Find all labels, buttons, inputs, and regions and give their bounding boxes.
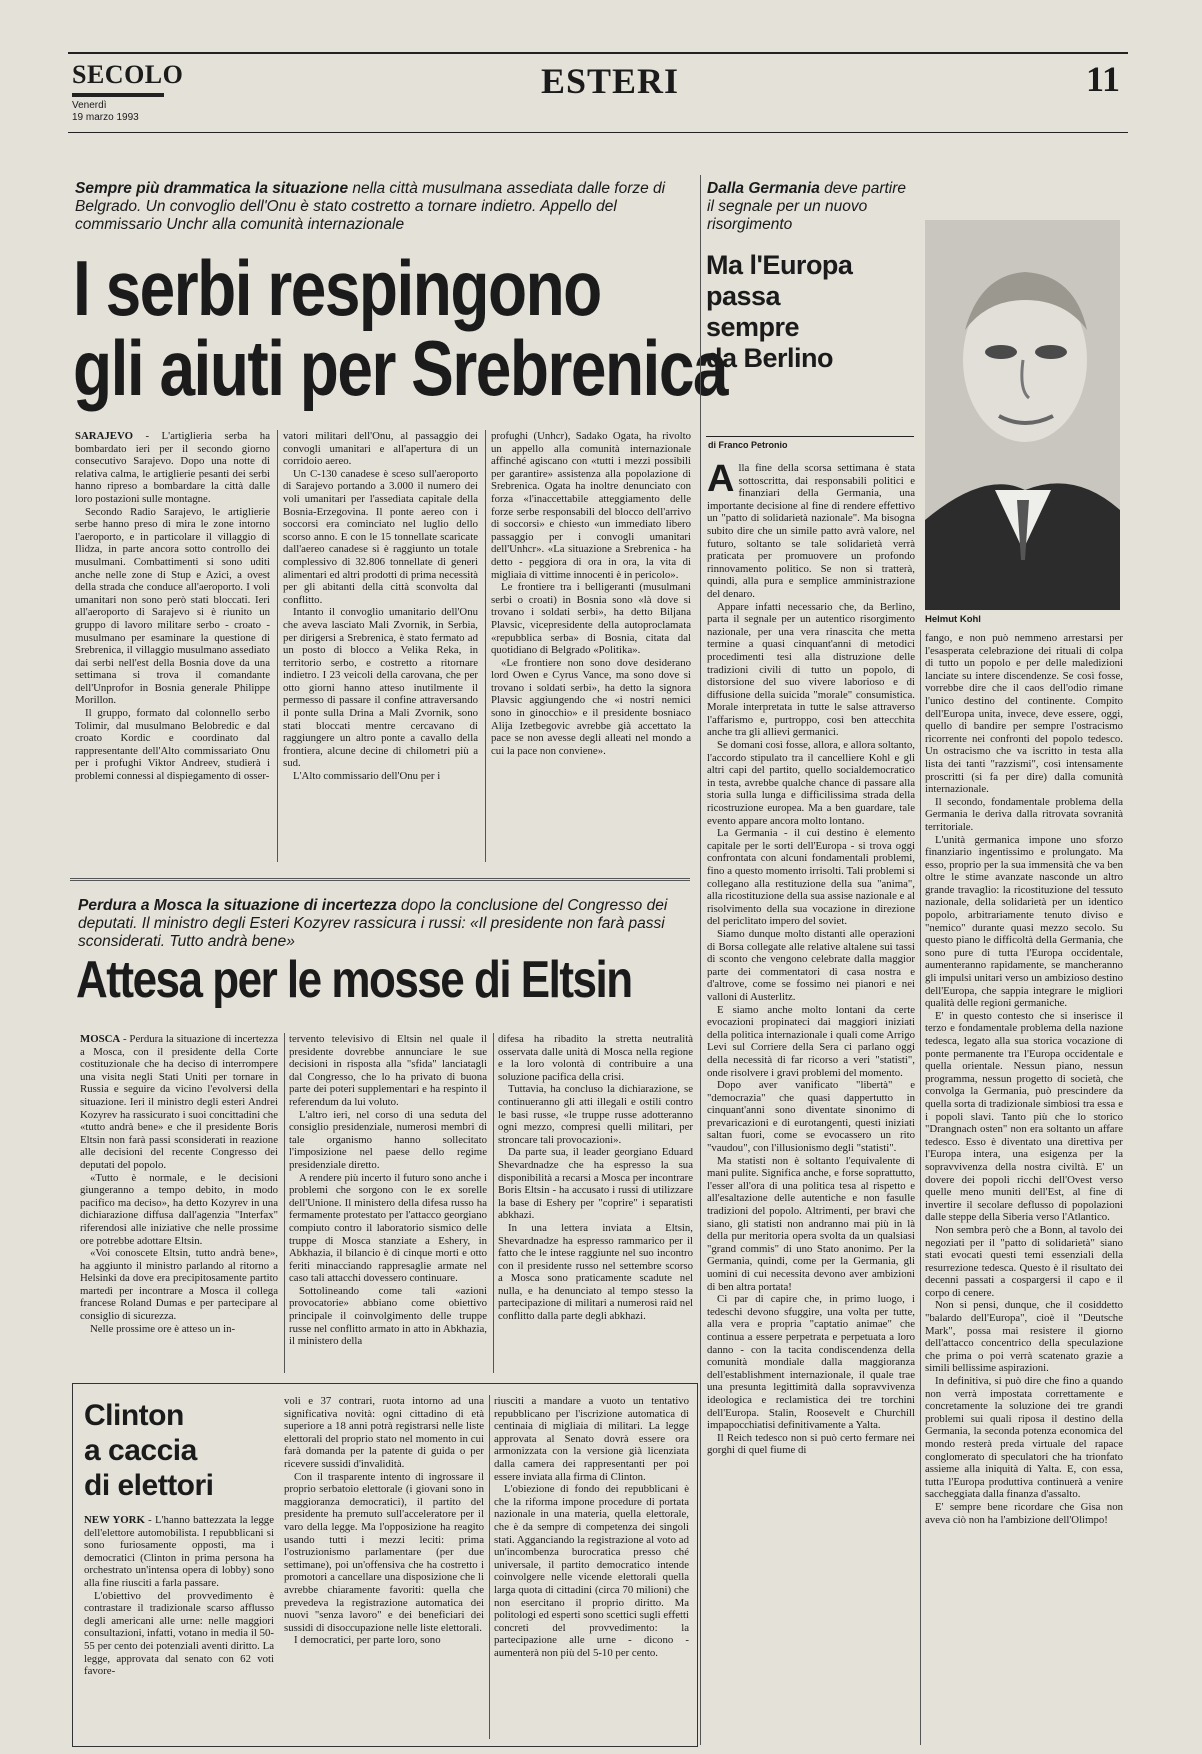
europa-paragraph: Non si pensi, dunque, che il cosiddetto "balardo dell'Europa", cioè il "Deutsche Mark", possa mai resistere il giorno dell'attacco concentrico della speculazione che prima o poi verrà scatenato grazie a simili bellissime aspirazioni. (925, 1299, 1123, 1375)
clinton-column-2 (284, 1395, 484, 1742)
europa-paragraph: Ci par di capire che, in primo luogo, i tedeschi devono sfuggire, una volta per tutte, alla vera e propria "captatio animae" che continua a essere perpetrata e perpetuata a loro danno - con la tacita condiscendenza della comunità mondiale dalla maggioranza dell'establishment internazionale, il quale trae una presunta legittimità dalla sopravvivenza ideologica e reclamistica dei tre torchini dell'Europa. Stalin, Roosevelt e Churchill impapocchiatisi definitivamente a Yalta. (707, 1293, 915, 1432)
europa-headline-line: Ma l'Europa (706, 250, 853, 280)
clinton-paragraph: Con il trasparente intento di ingrossare il proprio serbatoio elettorale (i giovani sono in maggioranza democratici), il partito del presidente ha premuto sull'acceleratore per il varo della legge. Ma l'opposizione ha reagito usando tutti i mezzi leciti: prima l'ostruzionismo parlamentare (per due settimane), poi un'offensiva che ha costretto i promotori a cancellare una disposizione che li avrebbe chiaramente favoriti: quella che prevedeva la registrazione automatica dei nuovi "senza lavoro" e dei beneficiari dei sussidi di disoccupazione nelle liste elettorali. (284, 1470, 484, 1634)
eltsin-paragraph: L'altro ieri, nel corso di una seduta del consiglio presidenziale, numerosi membri di tale organismo hanno sollecitato l'imposizione nel paese dello regime presidenziale diretto. (289, 1108, 487, 1171)
europa-paragraph: Ma statisti non è soltanto l'equivalente di mani pulite. Significa anche, e forse soprattutto, l'esser all'ora di una politica tesa al rispetto e all'esaltazione delle autentiche e non fasulle tradizioni del popolo. Altrimenti, per bravi che siano, gli statisti non andranno mai più in là della pur meritoria opera svolta da un qualsiasi "grand commis" di uno Stato anonimo. Per la Germania, quindi, come per la Germania, gli uomini di cui necessita devono aver ambizioni di ben altra portata! (707, 1154, 915, 1293)
clinton-paragraph: I democratici, per parte loro, sono (294, 1634, 441, 1647)
eltsin-dateline: MOSCA (80, 1033, 121, 1045)
srebrenica-column-1 (75, 430, 270, 870)
europa-headline-line: passa (706, 281, 781, 311)
srebrenica-paragraph: «Le frontiere non sono dove desiderano lord Owen e Cyrus Vance, ma sono dove si trovano i soldati serbi», ha detto la signora Plavsic aggiungendo che «i nostri nemici sono in ginocchio» e il presidente bosniaco Alija Izetbegovic avrebbe già accettato la pace se non avesse degli alleati nel mondo a cui la pace non conviene». (491, 656, 691, 757)
europa-paragraph: E' in questo contesto che si inserisce il terzo e fondamentale problema della nazione tedesca, legato alla sua storica vocazione di ponte permanente tra l'Europa occidentale e quella orientale. Nessun piano, nessun programma, nessun progetto di società, che convolga la Germania, può prescindere da quella sorta di tradizionale simbiosi tra essa e i popoli slavi. Tanto più che lo storico "Drangnach osten" non era soltanto un affare tedesco. Esso è diventato una direttiva per l'Europa intera, una esigenza per la sopravvivenza della nostra civiltà. E' un dovere dei popoli ricchi dell'Ovest verso quelle meno muniti dell'Est, al fine di invertire il secolare deflusso di popolazioni dalle steppe della Siberia verso l'Atlantico. (925, 1009, 1123, 1224)
europa-deck-lead: Dalla Germania (707, 180, 820, 197)
europa-paragraph: E siamo anche molto lontani da certe evocazioni propinateci dai maggiori iniziati della politica internazionale i quali come Arrigo Levi sul Corriere della Sera ci parlano oggi della necessità di far ricorso a veri "statisti", onde risolvere i gravi problemi del momento. (707, 1003, 915, 1079)
srebrenica-deck-text: nella città musulmana assediata dalle forze di Belgrado. Un convoglio dell'Onu è stato costretto a tornare indietro. Appello del commissario Unchr alla comunità internazionale (75, 180, 666, 233)
issue-day: Venerdì (72, 100, 107, 111)
eltsin-paragraph: «Tutto è normale, e le decisioni giungeranno a tempo debito, in modo pacifico ma deciso», ha detto Kozyrev in una dichiarazione diffusa dall'agenzia "Interfax" riferendosi alle iniziative che nelle prossime ore potrebbe adottare Eltsin. (80, 1171, 278, 1247)
europa-byline: di Franco Petronio (708, 440, 788, 450)
eltsin-paragraph: A rendere più incerto il futuro sono anche i problemi che sorgono con le ex sorelle dell'Unione. Il ministero della difesa russo ha fermamente protestato per l'attacco georgiano compiuto contro il laboratorio sismico delle truppe di Mosca stanziate a Eshery, in Abkhazia, il bilancio è di cinque morti e otto feriti minacciando rappresaglie armate nel caso tali attacchi dovessero continuare. (289, 1171, 487, 1285)
eltsin-paragraph: difesa ha ribadito la stretta neutralità osservata dalle unità di Mosca nella regione e la loro volontà di contribuire a una soluzione pacifica della crisi. (498, 1033, 693, 1083)
europa-deck (707, 180, 907, 234)
drop-cap: A (707, 462, 735, 500)
eltsin-paragraph: In una lettera inviata a Eltsin, Shevardnadze ha espresso rammarico per il fatto che le intese raggiunte nel suo incontro con il presidente russo nel settembre scorso a Mosca sono praticamente scadute nel nulla, e ha denunciato al tempo stesso la partecipazione di militari a numerosi raid nel conflitto dalla parte degli abkhazi. (498, 1221, 693, 1323)
srebrenica-paragraph: L'Alto commissario dell'Onu per i (293, 770, 441, 783)
column-divider (489, 1395, 490, 1739)
clinton-column-1 (84, 1514, 274, 1742)
europa-paragraph: Il secondo, fondamentale problema della Germania le deriva dalla ritrovata sovranità territoriale. (925, 795, 1123, 833)
eltsin-paragraph: tervento televisivo di Eltsin nel quale il presidente dovrebbe annunciare le sue decisioni in risposta alla "sfida" lanciatagli dal Congresso, che lo ha privato di buona parte dei poteri supplementari e ha respinto il referendum da lui voluto. (289, 1033, 487, 1108)
clinton-dateline: NEW YORK (84, 1514, 145, 1526)
europa-paragraph: E' sempre bene ricordare che Gisa non aveva ciò non ha l'ambizione dell'Olimpo! (925, 1500, 1123, 1526)
europa-paragraph: In definitiva, si può dire che fino a quando non verrà impostata correttamente e concretamente la soluzione dei tre grandi problemi sui quali riposa il destino della Germania, la seconda potenza economica del mondo resterà preda virtuale del rapace conglomerato di speculatori che ha trionfato assieme alla iniquità di Yalta. E, con essa, tutta l'Europa produttiva continuerà a venire saccheggiata dalla finanza d'assalto. (925, 1375, 1123, 1501)
column-divider (700, 175, 701, 1745)
europa-column-2 (925, 632, 1123, 1747)
column-divider (277, 430, 278, 862)
srebrenica-headline-line-1: I serbi respingono (73, 244, 601, 333)
srebrenica-paragraph: profughi (Unhcr), Sadako Ogata, ha rivolto un appello alla comunità internazionale affinché agiscano con «tutti i mezzi possibili per garantire» assistenza alla popolazione di Srebrenica. Ogata ha inoltre denunciato con forza «l'inaccettabile atteggiamento delle forze serbe responsabili del blocco dell'arrivo di soccorsi» e chiesto «un immediato libero passaggio per i convogli umanitari dell'Unhcr». «La situazione a Srebrenica - ha detto - peggiora di ora in ora, la vita di migliaia di vittime innocenti è in pericolo». (491, 430, 691, 581)
eltsin-paragraph: Tuttavia, ha concluso la dichiarazione, se continueranno gli atti illegali e ostili contro le basi russe, «le truppe russe adotteranno ogni mezzo, compresi quelli militari, per stroncare tali provocazioni». (498, 1083, 693, 1146)
srebrenica-paragraph (75, 430, 270, 506)
clinton-lead-text: - L'hanno battezzata la legge dell'elettore automobilista. I repubblicani si sono furiosamente opposti, ma i democratici (Clinton in prima persona ha orchestrato un'intensa opera di lobby) sono alla fine riusciti a farla passare. (84, 1514, 274, 1589)
clinton-headline (84, 1398, 214, 1503)
srebrenica-headline-line-2: gli aiuti per Srebrenica (73, 324, 727, 413)
eltsin-paragraph: Nelle prossime ore è atteso un in- (90, 1322, 236, 1335)
eltsin-column-2 (289, 1033, 487, 1381)
helmut-kohl-photo (925, 220, 1120, 610)
eltsin-headline: Attesa per le mosse di Eltsin (76, 950, 632, 1009)
europa-paragraph: Il Reich tedesco non si può certo fermare nei gorghi di quel fiume di (707, 1431, 915, 1457)
clinton-paragraph: L'obiezione di fondo dei repubblicani è che la riforma impone procedure di portata nazionale in una materia, quella elettorale, che è da sempre di competenza dei singoli stati. Agganciando la registrazione al voto ad un'incombenza burocratica presso ché universale, il partito democratico intende coinvolgere nelle vicende elettorali quella larga quota di cittadini (circa 70 milioni) che non esercitano il proprio diritto. Ma politologi ed esperti sono scettici sugli effetti concreti del provvedimento: la partecipazione alle urne - dicono - aumenterà non più del 5-10 per cento. (494, 1483, 689, 1659)
newspaper-logo: SECOLO (72, 60, 184, 89)
clinton-paragraph (84, 1514, 274, 1590)
clinton-paragraph: riusciti a mandare a vuoto un tentativo repubblicano per l'iscrizione automatica di centinaia di migliaia di militari. La legge approvata al Senato dovrà essere ora armonizzata con la versione già licenziata dalla camera dei rappresentanti per poi essere inviata alla firma di Clinton. (494, 1395, 689, 1483)
europa-paragraph: fango, e non può nemmeno arrestarsi per l'esasperata celebrazione dei rituali di colpa di tutto un popolo e per delle maledizioni lanciate su intere discendenze. Se così fosse, vorrebbe dire che il caos dell'odio rimane l'unico destino del continente. Compito dell'Europa unita, invece, deve essere, oggi, quello di bandire per sempre l'ostracismo ricorrente nei confronti del popolo tedesco. Un ostracismo che va iscritto in testa alla lista dei tanti "razzismi", così intensamente proscritti (si fa per dire) dalla comunità internazionale. (925, 632, 1123, 796)
eltsin-column-3 (498, 1033, 693, 1381)
section-title: ESTERI (540, 61, 680, 101)
srebrenica-paragraph: Secondo Radio Sarajevo, le artiglierie serbe hanno preso di mira le zone intorno l'aeroporto, e in particolare il villaggio di Ilidza, in parte ancora sotto controllo dei musulmani. Combattimenti si sono uditi anche nelle zone di Stup e Azici, a ovest della strada che conduce all'aeroporto. I voli umanitari non sono però stati bloccati. Ieri all'aeroporto di Sarajevo si è riunito un gruppo di lavoro militare serbo - croato - musulmano per esaminare la questione di Srebrenica, il villaggio musulmano assediato dai serbi nell'est della Bosnia dove da una settimana si trova il comandante dell'Unprofor in Bosnia generale Philippe Morillon. (75, 505, 270, 707)
eltsin-paragraph (80, 1033, 278, 1172)
page-number: 11 (1085, 59, 1120, 99)
srebrenica-paragraph: Il gruppo, formato dal colonnello serbo Tolimir, dal musulmano Belobredic e dal croato Kordic e coordinato dal rappresentante dell'Alto commissariato Onu per i profughi Viktor Andreev, studierà i problemi connessi al dispiegamento di osser- (75, 707, 270, 783)
srebrenica-paragraph: vatori militari dell'Onu, al passaggio dei convogli umanitari e all'apertura di un corridoio aereo. (283, 430, 478, 468)
eltsin-lead-text: - Perdura la situazione di incertezza a Mosca, con il presidente della Corte costituzionale che ha deciso di interrompere una visita negli Stati Uniti per tornare in Russia e seguire da vicino l'evolversi della situazione. Ieri il ministro degli esteri Andrei Kozyrev ha rassicurato i suoi concittadini che «tutto andrà bene» e che il presidente Boris Eltsin non farà passi sconsiderati in reazione alle decisioni del recente Congresso dei deputati del popolo. (80, 1033, 278, 1171)
portrait-image (925, 220, 1120, 610)
europa-paragraph: Se domani così fosse, allora, e allora soltanto, l'accordo stipulato tra il cancelliere Kohl e gli altri capi del partito, quello socialdemocratico in testa, avrebbe qualche chance di passare alla storia sulla lunga e difficilissima strada della ricostruzione europea. Ma a ben guardare, tale evento appare ancora molto lontano. (707, 739, 915, 827)
clinton-headline-line: Clinton (84, 1399, 184, 1432)
srebrenica-dateline: SARAJEVO (75, 430, 133, 442)
eltsin-paragraph: Da parte sua, il leader georgiano Eduard Shevardnadze che ha espresso la sua disponibilità a recarsi a Mosca per incontrare Boris Eltsin - ha accusato i russi di utilizzare la base di Eshery per "coprire" i separatisti abkhazi. (498, 1146, 693, 1222)
column-divider (284, 1033, 285, 1373)
srebrenica-column-3 (491, 430, 691, 870)
europa-headline-line: da Berlino (706, 343, 834, 373)
eltsin-deck-lead: Perdura a Mosca la situazione di incertezza (78, 897, 397, 914)
clinton-headline-line: di elettori (84, 1469, 214, 1502)
srebrenica-paragraph: Le frontiere tra i belligeranti (musulmani serbi o croati) in Bosnia sono «là dove si trovano i soldati serbi», ha detto Biljana Plavsic, vicepresidente della autoproclamata «repubblica serba» di Bosnia, citata dal quotidiano di Belgrado «Politika». (491, 581, 691, 657)
europa-paragraph: Dopo aver vanificato "libertà" e "democrazia" che quasi dappertutto in cinquant'anni sono diventate sinonimo di prevaricazioni e di eurotangenti, questi iniziati saltan fuori, come se evocassero un rito "vaudou", con l'illusionismo degli "statisti". (707, 1079, 915, 1155)
issue-full-date: 19 marzo 1993 (72, 112, 139, 123)
top-rule (68, 52, 1128, 54)
eltsin-paragraph: «Voi conoscete Eltsin, tutto andrà bene», ha aggiunto il ministro parlando al ritorno a Helsinki da dove era precipitosamente partito martedì per incontrare a Mosca il collega francese Roland Dumas e per partecipare al consiglio di sicurezza. (80, 1247, 278, 1323)
column-divider (485, 430, 486, 862)
europa-paragraph: Non sembra però che a Bonn, al tavolo dei negoziati per il "patto di solidarietà" siano stati evocati questi temi essenziali della resurrezione tedesca. Questo è il risultato dei decenni passati a cospargersi il capo e il corpo di cenere. (925, 1223, 1123, 1299)
srebrenica-lead-text: - L'artiglieria serba ha bombardato ieri per il secondo giorno consecutivo Sarajevo. Dopo una notte di relativa calma, le artiglierie pesanti dei serbi hanno ripreso a bombardare la città dalle loro postazioni sulle montagne. (75, 430, 270, 505)
eltsin-paragraph: Sottolineando come tali «azioni provocatorie» abbiano come obiettivo principale il coinvolgimento delle truppe russe nel conflitto armato in atto in Abkhazia, il ministero della (289, 1284, 487, 1348)
srebrenica-deck-lead: Sempre più drammatica la situazione (75, 180, 349, 197)
srebrenica-paragraph: Intanto il convoglio umanitario dell'Onu che aveva lasciato Mali Zvornik, in Serbia, per dirigersi a Srebrenica, è stato fermato ad un posto di blocco a Velika Reka, in territorio serbo, e costretto a ritornare indietro. I 23 veicoli della carovana, che per otto giorni hanno atteso inutilmente il permesso di passare il confine attraversando il ponte sulla Drina a Mali Zvornik, sono stati bloccati mentre cercavano di raggiungere un altro ponte a cavallo della frontiera, alcune decine di chilometri più a sud. (283, 606, 478, 770)
eltsin-deck (78, 897, 688, 951)
europa-column-1 (707, 462, 915, 1747)
clinton-column-3 (494, 1395, 689, 1742)
europa-paragraph: La Germania - il cui destino è elemento capitale per le sorti dell'Europa - si trova oggi confrontata con alcuni fondamentali problemi, fino a questo momento irrisolti. Tali problemi si collegano alla restituzione della sua "anima", alla ricostituzione della sua assise nazionale e al risolvimento della sua vocazione in direzione del periclitato impero del soviet. (707, 827, 915, 928)
srebrenica-deck (75, 180, 675, 234)
europa-lead-text: lla fine della scorsa settimana è stata sottoscritta, dai responsabili politici e finanziari della Germania, una importante decisione al fine di rendere effettivo un "patto di solidarietà nazionale". Ma bisogna subito dire che un simile patto avrà valore, nel futuro, soltanto se tale solidarietà verrà praticata per promuovere un profondo rinnovamento politico. Se non si tratterà, quindi, alla pura e semplice amministrazione del denaro. (707, 462, 915, 600)
europa-headline-line: sempre (706, 312, 800, 342)
europa-paragraph (707, 462, 915, 601)
logo-underline (72, 93, 164, 97)
europa-paragraph: Siamo dunque molto distanti alle operazioni di Borsa collegate alle relative altalene sui tassi di sconto che vengono celebrate dalla maggior parte dei commentatori di casa nostra e d'altrove, come se fossimo nei pianori e nei valloni di Austerlitz. (707, 927, 915, 1003)
column-divider (920, 630, 921, 1745)
masthead-rule (68, 132, 1128, 133)
clinton-paragraph: L'obiettivo del provvedimento è contrastare il tradizionale scarso afflusso degli americani alle urne: nelle maggiori consultazioni, infatti, votano in media il 50-55 per cento dei potenziali aventi diritto. La legge, approvata dal senato con 62 voti favore- (84, 1589, 274, 1678)
srebrenica-column-2 (283, 430, 478, 870)
europa-headline (706, 250, 852, 374)
eltsin-column-1 (80, 1033, 278, 1381)
srebrenica-paragraph: Un C-130 canadese è sceso sull'aeroporto di Sarajevo portando a 3.000 il numero dei voli umanitari per l'assediata capitale della Bosnia-Erzegovina. Il ponte aereo con i soccorsi era cominciato nel luglio dello scorso anno. E con le 15 tonnellate scaricate dall'aereo canadese si è raggiunto un totale complessivo di 32.806 tonnellate di generi alimentari ed altri prodotti di prima necessità per gli abitanti della città sconvolta dal conflitto. (283, 467, 478, 606)
eltsin-deck-text: dopo la conclusione del Congresso dei deputati. Il ministro degli Esteri Kozyrev rassicura i russi: «Il presidente non farà passi sconsiderati. Tutto andrà bene» (78, 897, 668, 950)
issue-date (72, 100, 139, 124)
clinton-paragraph: voli e 37 contrari, ruota intorno ad una significativa novità: ogni cittadino di età superiore a 18 anni potrà registrarsi nelle liste elettorali del proprio stato nel momento in cui farà domanda per la patente di guida o per ricevere sussidi d'invalidità. (284, 1395, 484, 1470)
photo-caption: Helmut Kohl (925, 614, 981, 625)
byline-rule (706, 436, 914, 437)
europa-paragraph: Appare infatti necessario che, da Berlino, parta il segnale per un autentico risorgimento nazionale, per una vera rinascita che metta termine a quasi cinquant'anni di metodici procedimenti tesi alla distruzione delle tradizioni civili di tutto un popolo, di distorsione del suo vivere laborioso e di diffusione della suicida "morale" consumistica. Morale interpretata in tutte le salse attraverso l'affarismo e, purtroppo, così ben attecchita anche tra gli allievi germanici. (707, 600, 915, 739)
clinton-headline-line: a caccia (84, 1434, 197, 1467)
column-divider (493, 1033, 494, 1373)
europa-paragraph: L'unità germanica impone uno sforzo finanziario ingentissimo e prolungato. Ma esso, proprio per la sua immensità che va ben oltre le stime avanzate nasconde un altro grande travaglio: la ricostituzione del tessuto nazionale, della solidarietà per un identico popolo, arbitrariamente tenuto diviso e "nemico" durante quasi mezzo secolo. Su questo piano le difficoltà della Germania, che sono pure di tutta l'Europa occidentale, aumenteranno rapidamente, se mancheranno gli impulsi unitari verso un ambizioso destino dell'Europa, che sappia integrare le migliori qualità delle regioni germaniche. (925, 833, 1123, 1010)
article-divider (70, 878, 690, 881)
europa-deck-text: deve partire il segnale per un nuovo risorgimento (707, 180, 907, 233)
